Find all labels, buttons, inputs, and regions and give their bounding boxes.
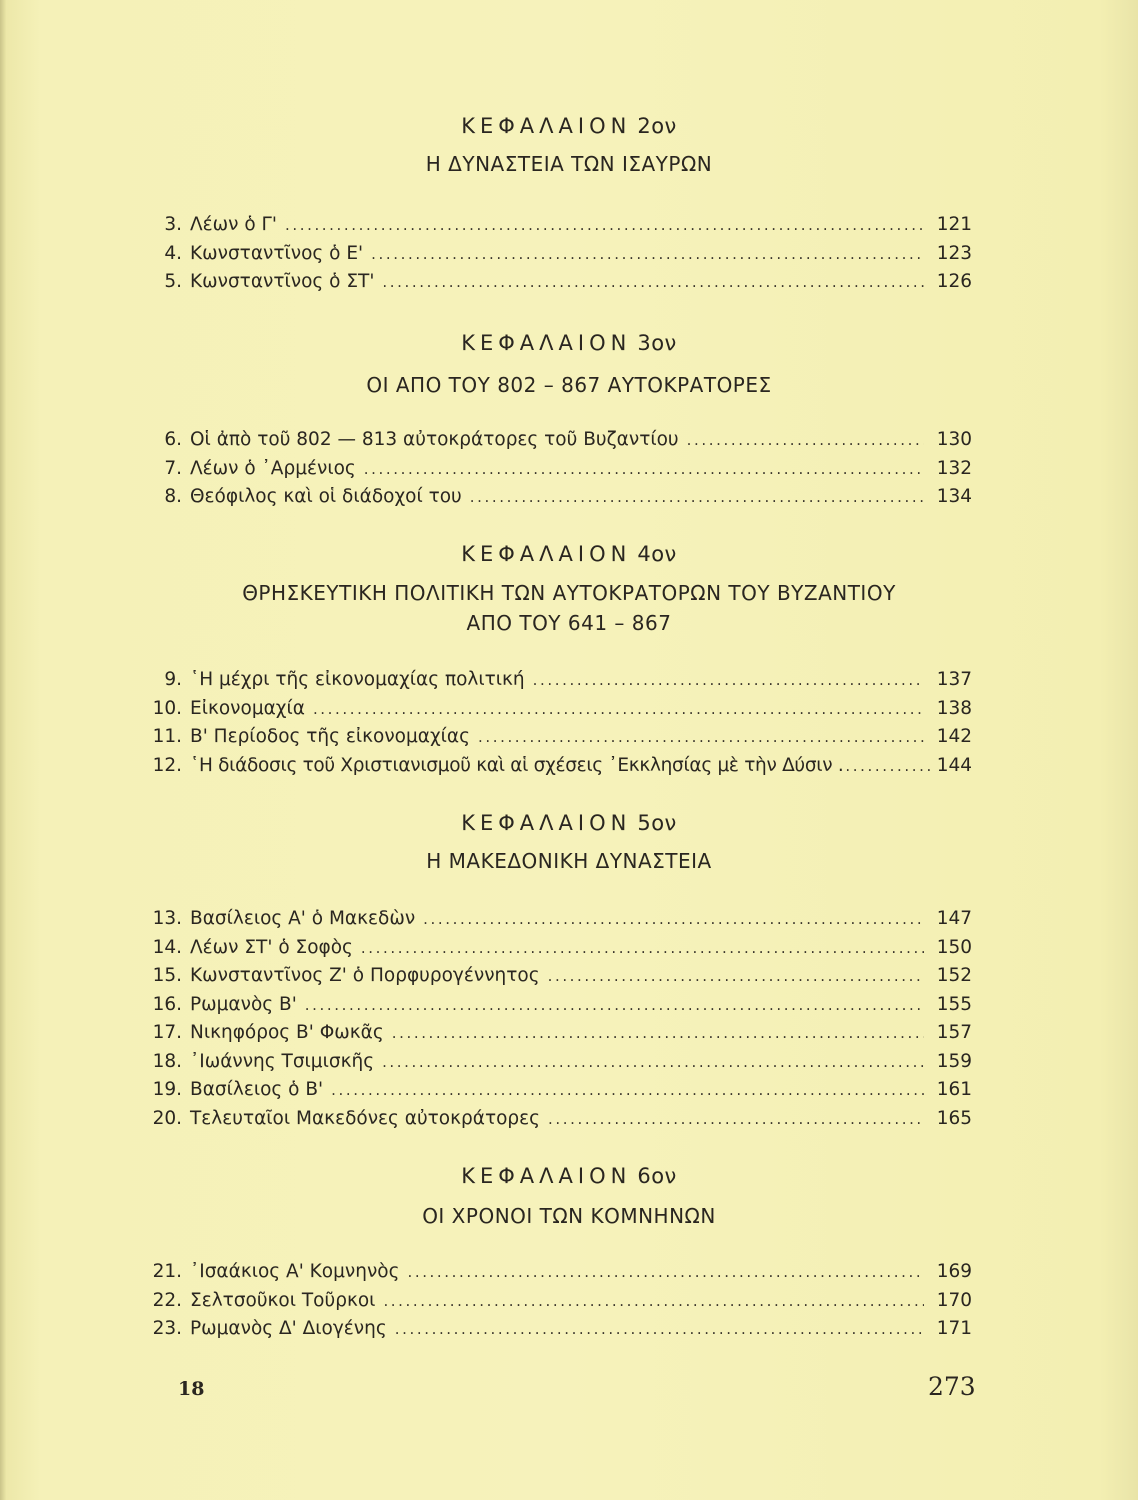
chapter-heading — [0, 111, 1138, 141]
toc-entry[interactable] — [142, 1105, 972, 1134]
chapter-number: 6ον — [637, 1164, 677, 1188]
entry-number: 17. — [152, 1022, 182, 1043]
chapter-title-line-2: ΑΠΟ ΤΟΥ 641 – 867 — [466, 611, 672, 635]
entry-title: Θεόφιλος καὶ οἱ διάδοχοί του — [190, 486, 462, 507]
toc-entry[interactable] — [142, 1258, 972, 1287]
dot-leader — [285, 211, 924, 239]
entry-page: 170 — [936, 1289, 972, 1311]
chapter-heading — [0, 1161, 1138, 1191]
page-spine-shadow — [0, 0, 6, 1500]
toc-entries — [142, 1258, 972, 1344]
entry-title: Λέων ΣΤ' ὁ Σοφὸς — [190, 936, 353, 958]
entry-title: ᾿Ισαάκιος Α' Κομνηνὸς — [190, 1261, 400, 1282]
chapter-title: ΘΡΗΣΚΕΥΤΙΚΗ ΠΟΛΙΤΙΚΗ ΤΩΝ ΑΥΤΟΚΡΑΤΟΡΩΝ ΤΟΥ ΒΥΖΑΝΤΙΟΥ — [242, 581, 896, 605]
entry-page: 169 — [936, 1261, 972, 1282]
chapter-label: ΚΕΦΑΛΑΙΟΝ — [461, 114, 632, 138]
toc-entry[interactable] — [142, 666, 972, 695]
entry-title: Τελευταῖοι Μακεδόνες αὐτοκράτορες — [190, 1107, 541, 1129]
toc-entry[interactable] — [142, 1076, 972, 1105]
chapter-title: Η ΔΥΝΑΣΤΕΙΑ ΤΩΝ ΙΣΑΥΡΩΝ — [425, 152, 713, 176]
toc-entry[interactable] — [142, 211, 972, 240]
entry-title: Λέων ὁ Γ' — [190, 214, 277, 235]
toc-entry[interactable] — [142, 962, 972, 991]
entry-page: 147 — [936, 908, 972, 929]
entry-title: Κωνσταντῖνος ὁ Ε' — [190, 242, 364, 264]
chapter-number: 3ον — [637, 331, 677, 355]
entry-number: 16. — [152, 993, 182, 1015]
entry-number: 14. — [152, 936, 182, 958]
entry-page: 132 — [936, 457, 972, 479]
entry-number: 3. — [164, 214, 182, 235]
chapter-number: 4ον — [637, 542, 677, 566]
entry-number: 13. — [152, 908, 182, 929]
chapter-4 — [0, 539, 1138, 776]
entry-title: Κωνσταντῖνος Ζ' ὁ Πορφυρογέννητος — [190, 965, 540, 986]
toc-entry[interactable] — [142, 905, 972, 934]
chapter-heading — [0, 539, 1138, 569]
entry-page: 130 — [936, 429, 972, 450]
chapter-label: ΚΕΦΑΛΑΙΟΝ — [461, 1164, 632, 1188]
entry-page: 165 — [936, 1107, 972, 1129]
entry-page: 150 — [936, 936, 972, 958]
dot-leader — [478, 723, 924, 751]
dot-leader — [331, 1076, 924, 1104]
entry-page: 126 — [936, 271, 972, 292]
entry-number: 7. — [164, 457, 182, 479]
entry-number: 9. — [164, 669, 182, 690]
chapter-heading — [0, 808, 1138, 838]
chapter-3 — [0, 328, 1138, 507]
toc-entry[interactable] — [142, 426, 972, 455]
entry-page: 171 — [936, 1318, 972, 1339]
toc-entries — [142, 905, 972, 1133]
entry-number: 12. — [152, 754, 182, 776]
entry-page: 137 — [936, 669, 972, 690]
dot-leader — [383, 1287, 924, 1315]
entry-title: Β' Περίοδος τῆς εἰκονομαχίας — [190, 726, 470, 747]
toc-entry[interactable] — [142, 695, 972, 724]
toc-entry[interactable] — [142, 991, 972, 1020]
toc-entries — [142, 666, 972, 780]
entry-title: ῾Η διάδοσις τοῦ Χριστιανισμοῦ καὶ αἱ σχέσεις ᾿Εκκλησίας μὲ τὴν Δύσιν . — [190, 754, 844, 776]
entry-title: ᾿Ιωάννης Τσιμισκῆς — [190, 1050, 375, 1072]
chapter-title: ΟΙ ΧΡΟΝΟΙ ΤΩΝ ΚΟΜΝΗΝΩΝ — [422, 1204, 716, 1228]
dot-leader — [407, 1258, 924, 1286]
dot-leader — [364, 455, 924, 483]
toc-entry[interactable] — [142, 1019, 972, 1048]
chapter-5 — [0, 808, 1138, 1129]
toc-entry[interactable] — [142, 240, 972, 269]
toc-entries — [142, 211, 972, 297]
entry-page: 142 — [936, 726, 972, 747]
chapter-label: ΚΕΦΑΛΑΙΟΝ — [461, 542, 632, 566]
entry-number: 8. — [164, 486, 182, 507]
dot-leader — [382, 268, 924, 296]
chapter-label: ΚΕΦΑΛΑΙΟΝ — [461, 811, 632, 835]
page-number: 273 — [928, 1372, 976, 1401]
chapter-title: Η ΜΑΚΕΔΟΝΙΚΗ ΔΥΝΑΣΤΕΙΑ — [426, 849, 712, 873]
entry-page: 159 — [936, 1050, 972, 1072]
entry-number: 23. — [152, 1318, 182, 1339]
entry-page: 161 — [936, 1079, 972, 1100]
entry-page: 155 — [936, 993, 972, 1015]
entry-title: Εἰκονομαχία — [190, 697, 305, 719]
entry-page: 152 — [936, 965, 972, 986]
entry-title: Βασίλειος Α' ὁ Μακεδὼν — [190, 908, 416, 929]
toc-entry[interactable] — [142, 455, 972, 484]
entry-number: 4. — [164, 242, 182, 264]
entry-number: 18. — [152, 1050, 182, 1072]
entry-title: Οἱ ἀπὸ τοῦ 802 — 813 αὐτοκράτορες τοῦ Βυζαντίου — [190, 429, 679, 450]
chapter-label: ΚΕΦΑΛΑΙΟΝ — [461, 331, 632, 355]
toc-entry[interactable] — [142, 268, 972, 297]
entry-number: 19. — [152, 1079, 182, 1100]
entry-title: ῾Η μέχρι τῆς εἰκονομαχίας πολιτική — [190, 669, 525, 690]
dot-leader — [470, 483, 924, 511]
entry-page: 123 — [936, 242, 972, 264]
toc-entry[interactable] — [142, 483, 972, 512]
entry-title: Λέων ὁ ᾿Αρμένιος — [190, 457, 356, 479]
dot-leader — [382, 1048, 924, 1076]
toc-entries — [142, 426, 972, 512]
entry-number: 10. — [152, 697, 182, 719]
entry-title: Σελτσοῦκοι Τοῦρκοι — [190, 1289, 376, 1311]
dot-leader — [845, 752, 930, 780]
dot-leader — [395, 1315, 924, 1343]
chapter-6 — [0, 1161, 1138, 1339]
toc-entry[interactable] — [142, 934, 972, 963]
toc-entry[interactable] — [142, 752, 972, 781]
entry-number: 6. — [164, 429, 182, 450]
entry-page: 134 — [936, 486, 972, 507]
entry-number: 5. — [164, 271, 182, 292]
chapter-2 — [0, 111, 1138, 292]
entry-title: Ρωμανὸς Β' — [190, 993, 297, 1015]
entry-title: Ρωμανὸς Δ' Διογένης — [190, 1318, 387, 1339]
chapter-number: 5ον — [637, 811, 677, 835]
entry-page: 138 — [936, 697, 972, 719]
dot-leader — [548, 1105, 924, 1133]
entry-page: 121 — [936, 214, 972, 235]
dot-leader — [371, 240, 924, 268]
toc-entry[interactable] — [142, 1048, 972, 1077]
entry-number: 22. — [152, 1289, 182, 1311]
dot-leader — [423, 905, 924, 933]
entry-title: Βασίλειος ὁ Β' — [190, 1079, 324, 1100]
entry-page: 157 — [936, 1022, 972, 1043]
dot-leader — [361, 934, 924, 962]
toc-entry[interactable] — [142, 1315, 972, 1344]
toc-entry[interactable] — [142, 723, 972, 752]
chapter-heading — [0, 328, 1138, 358]
dot-leader — [533, 666, 924, 694]
chapter-title: ΟΙ ΑΠΟ ΤΟΥ 802 – 867 ΑΥΤΟΚΡΑΤΟΡΕΣ — [366, 373, 772, 397]
dot-leader — [548, 962, 924, 990]
entry-title: Νικηφόρος Β' Φωκᾶς — [190, 1022, 384, 1043]
entry-page: 144 — [936, 754, 972, 776]
dot-leader — [305, 991, 924, 1019]
toc-entry[interactable] — [142, 1287, 972, 1316]
dot-leader — [687, 426, 924, 454]
entry-number: 15. — [152, 965, 182, 986]
entry-number: 11. — [152, 726, 182, 747]
chapter-number: 2ον — [637, 114, 677, 138]
entry-number: 21. — [152, 1261, 182, 1282]
dot-leader — [313, 695, 924, 723]
dot-leader — [392, 1019, 924, 1047]
entry-number: 20. — [152, 1107, 182, 1129]
entry-title: Κωνσταντῖνος ὁ ΣΤ' — [190, 271, 375, 292]
footer-left-number: 18 — [178, 1378, 205, 1400]
